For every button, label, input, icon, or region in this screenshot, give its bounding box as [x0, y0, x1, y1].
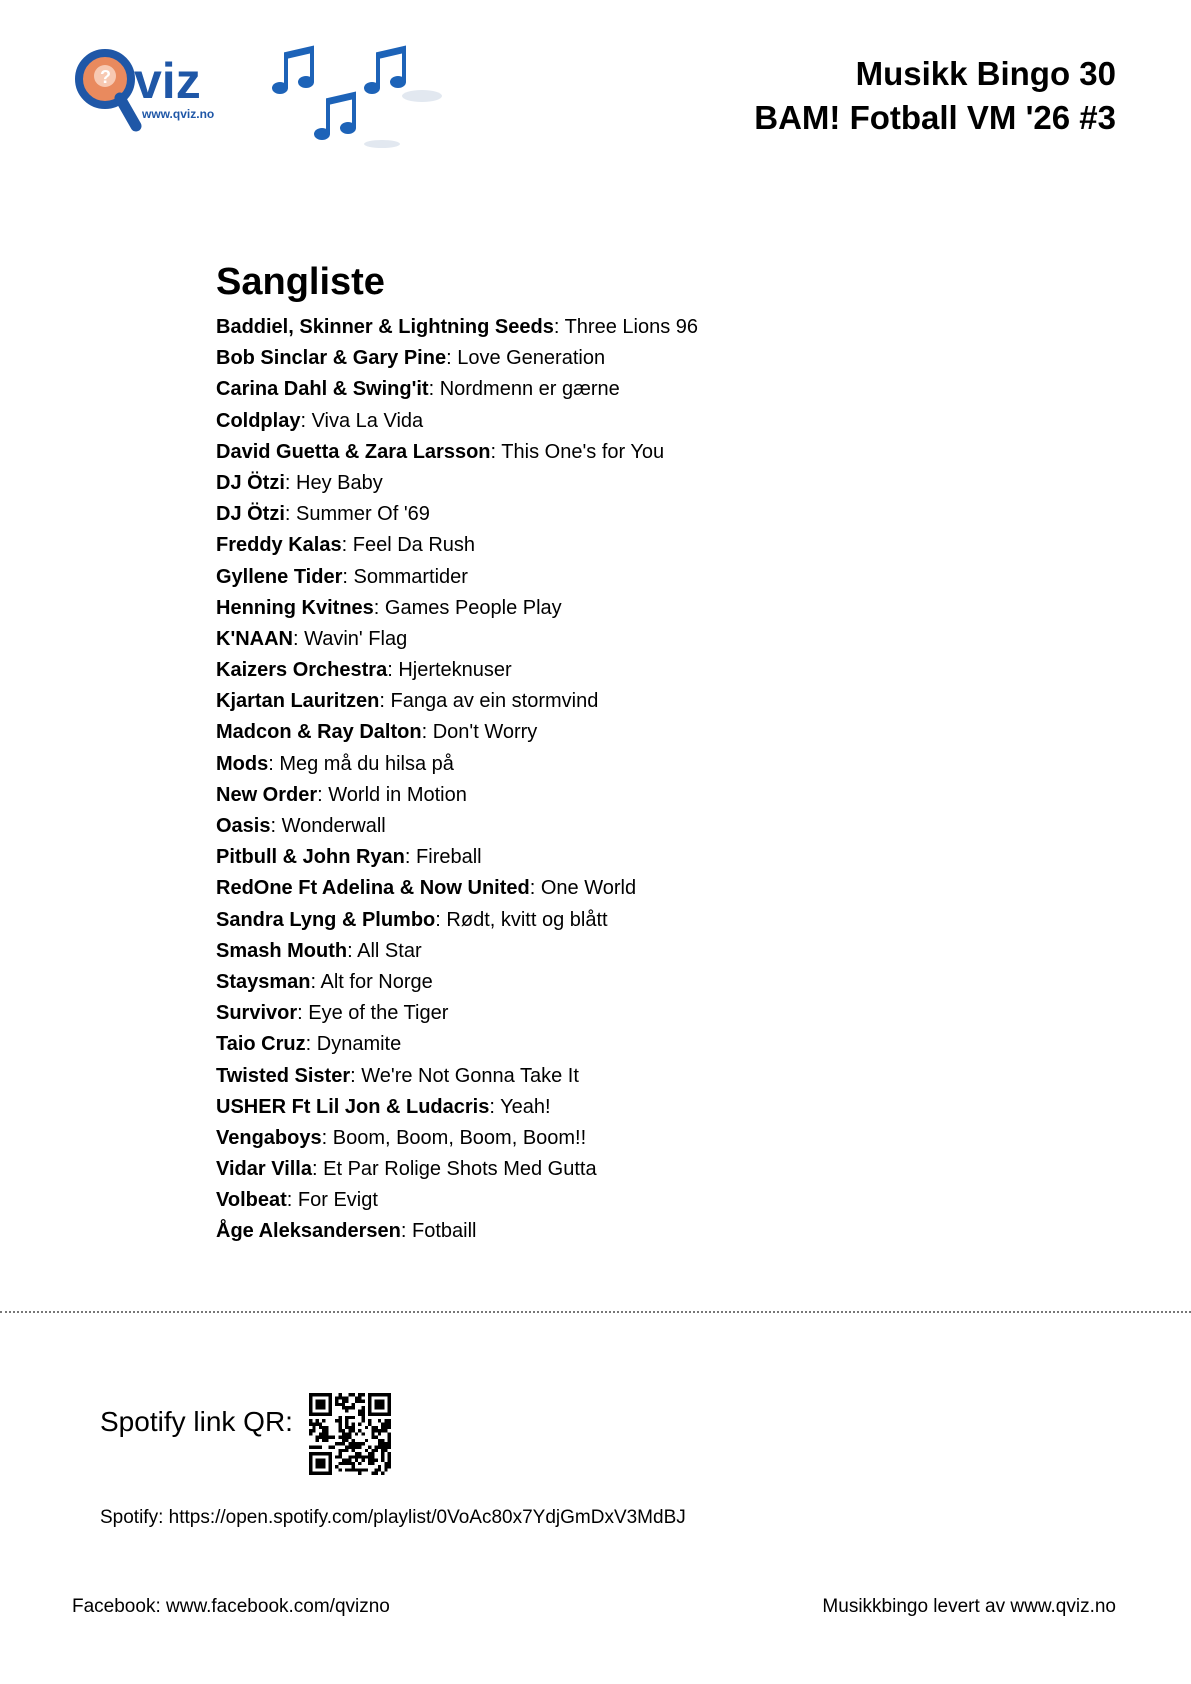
song-artist: Survivor [216, 1002, 298, 1025]
song-artist: Kjartan Lauritzen [216, 690, 380, 713]
song-title: Alt for Norge [320, 970, 433, 993]
song-artist: Freddy Kalas [216, 534, 342, 557]
song-separator: : [529, 877, 541, 900]
song-artist: Åge Aleksandersen [216, 1220, 401, 1243]
title-line-2: BAM! Fotball VM '26 #3 [754, 99, 1116, 136]
song-separator: : [490, 440, 502, 463]
document-title [754, 52, 1116, 140]
song-artist: Gyllene Tider [216, 565, 343, 588]
song-list-section [216, 258, 976, 1248]
song-item [216, 406, 976, 437]
song-item [216, 1123, 976, 1154]
song-separator: : [317, 783, 329, 806]
song-title: Meg må du hilsa på [279, 752, 454, 775]
song-title: Yeah! [500, 1095, 551, 1118]
music-notes-icon [272, 44, 450, 148]
song-title: Games People Play [384, 596, 562, 619]
song-separator: : [350, 1064, 362, 1087]
song-item [216, 499, 976, 530]
song-item [216, 468, 976, 499]
song-artist: Coldplay [216, 409, 301, 432]
song-separator: : [489, 1095, 501, 1118]
logo-url: www.qviz.no [142, 107, 215, 121]
song-item [216, 998, 976, 1029]
song-artist: Madcon & Ray Dalton [216, 721, 422, 744]
song-item [216, 1061, 976, 1092]
song-item [216, 749, 976, 780]
song-item [216, 655, 976, 686]
song-artist: Oasis [216, 815, 271, 837]
song-separator: : [400, 1220, 413, 1243]
song-title: Hjerteknuser [398, 659, 512, 682]
song-title: For Evigt [297, 1189, 378, 1212]
song-item [216, 1092, 976, 1123]
song-separator: : [292, 627, 305, 650]
song-item [216, 312, 976, 343]
song-item [216, 624, 976, 655]
song-separator: : [342, 565, 354, 588]
song-artist: DJ Ötzi [216, 471, 285, 494]
song-item [216, 437, 976, 468]
facebook-footer: Facebook: www.facebook.com/qvizno [72, 1596, 390, 1617]
song-separator: : [553, 316, 565, 338]
song-separator: : [347, 939, 358, 962]
song-separator: : [446, 347, 458, 370]
qr-code[interactable] [309, 1393, 391, 1475]
song-artist: USHER Ft Lil Jon & Ludacris [216, 1095, 490, 1118]
song-item [216, 811, 976, 842]
song-artist: Pitbull & John Ryan [216, 846, 405, 869]
song-artist: Smash Mouth [216, 939, 348, 962]
svg-text:?: ? [100, 67, 111, 87]
song-separator: : [297, 1002, 309, 1025]
song-item [216, 1216, 976, 1247]
song-title: Feel Da Rush [352, 534, 476, 557]
song-title: Wonderwall [281, 815, 386, 837]
song-artist: Volbeat [216, 1189, 287, 1212]
song-title: One World [540, 877, 637, 900]
song-item [216, 530, 976, 561]
song-artist: Bob Sinclar & Gary Pine [216, 347, 447, 370]
qviz-logo [74, 46, 244, 138]
song-item [216, 1185, 976, 1216]
song-item [216, 562, 976, 593]
song-separator: : [284, 503, 297, 526]
song-artist: RedOne Ft Adelina & Now United [216, 877, 530, 900]
song-artist: Carina Dahl & Swing'it [216, 378, 429, 401]
song-title: Three Lions 96 [564, 316, 699, 338]
song-title: Wavin' Flag [304, 627, 408, 650]
song-separator: : [387, 659, 399, 682]
svg-text:viz: viz [134, 53, 201, 109]
song-artist: Sandra Lyng & Plumbo [216, 908, 436, 931]
song-separator: : [270, 815, 282, 837]
song-item [216, 1154, 976, 1185]
song-separator: : [321, 1126, 333, 1149]
song-separator: : [421, 721, 433, 744]
song-separator: : [286, 1189, 298, 1212]
song-title: This One's for You [501, 440, 665, 463]
song-separator: : [341, 534, 353, 557]
song-artist: David Guetta & Zara Larsson [216, 440, 491, 463]
song-item [216, 936, 976, 967]
song-separator: : [312, 1158, 324, 1181]
song-title: We're Not Gonna Take It [361, 1064, 579, 1087]
song-title: Nordmenn er gærne [439, 378, 620, 401]
song-item [216, 967, 976, 998]
song-list [216, 312, 976, 1248]
song-title: Viva La Vida [311, 409, 424, 432]
song-item [216, 780, 976, 811]
song-artist: Vidar Villa [216, 1158, 312, 1181]
song-separator: : [268, 752, 280, 775]
song-separator: : [284, 471, 297, 494]
song-title: Rødt, kvitt og blått [446, 908, 608, 931]
song-item [216, 686, 976, 717]
song-item [216, 343, 976, 374]
song-artist: Henning Kvitnes [216, 596, 374, 619]
song-artist: Staysman [216, 970, 311, 993]
song-artist: Baddiel, Skinner & Lightning Seeds [216, 316, 554, 338]
spotify-link[interactable]: Spotify: https://open.spotify.com/playlist/0VoAc80x7YdjGmDxV3MdBJ [100, 1507, 686, 1528]
song-separator: : [300, 409, 312, 432]
song-title: Fireball [416, 846, 482, 869]
song-item [216, 593, 976, 624]
song-separator: : [428, 378, 440, 401]
song-separator: : [310, 970, 321, 993]
song-item [216, 842, 976, 873]
song-item [216, 873, 976, 904]
song-separator: : [435, 908, 447, 931]
song-title: Et Par Rolige Shots Med Gutta [323, 1158, 597, 1181]
song-item [216, 1029, 976, 1060]
song-artist: Taio Cruz [216, 1033, 306, 1056]
song-title: All Star [357, 939, 422, 962]
song-separator: : [305, 1033, 317, 1056]
song-artist: Mods [216, 752, 269, 775]
song-title: Summer Of '69 [296, 503, 430, 526]
song-artist: Twisted Sister [216, 1064, 351, 1087]
song-item [216, 717, 976, 748]
song-separator: : [373, 596, 385, 619]
song-artist: New Order [216, 783, 318, 806]
song-separator: : [404, 846, 417, 869]
song-artist: K'NAAN [216, 627, 293, 650]
qr-label: Spotify link QR: [100, 1406, 293, 1437]
song-title: Dynamite [316, 1033, 402, 1056]
credit-footer: Musikkbingo levert av www.qviz.no [822, 1596, 1116, 1617]
song-title: Sommartider [353, 565, 468, 588]
song-title: Boom, Boom, Boom, Boom!! [332, 1126, 587, 1149]
song-item [216, 905, 976, 936]
song-artist: Kaizers Orchestra [216, 659, 388, 682]
song-title: Fanga av ein stormvind [390, 690, 599, 713]
song-title: Hey Baby [296, 471, 383, 494]
song-artist: DJ Ötzi [216, 503, 285, 526]
song-title: Love Generation [457, 347, 606, 370]
section-title: Sangliste [216, 261, 385, 303]
song-title: Don't Worry [432, 721, 538, 744]
title-line-1: Musikk Bingo 30 [855, 55, 1116, 92]
song-separator: : [379, 690, 391, 713]
song-item [216, 374, 976, 405]
dotted-divider [0, 1311, 1191, 1313]
song-title: World in Motion [328, 783, 467, 806]
song-title: Fotbaill [412, 1220, 477, 1243]
song-title: Eye of the Tiger [308, 1002, 449, 1025]
song-artist: Vengaboys [216, 1126, 322, 1149]
